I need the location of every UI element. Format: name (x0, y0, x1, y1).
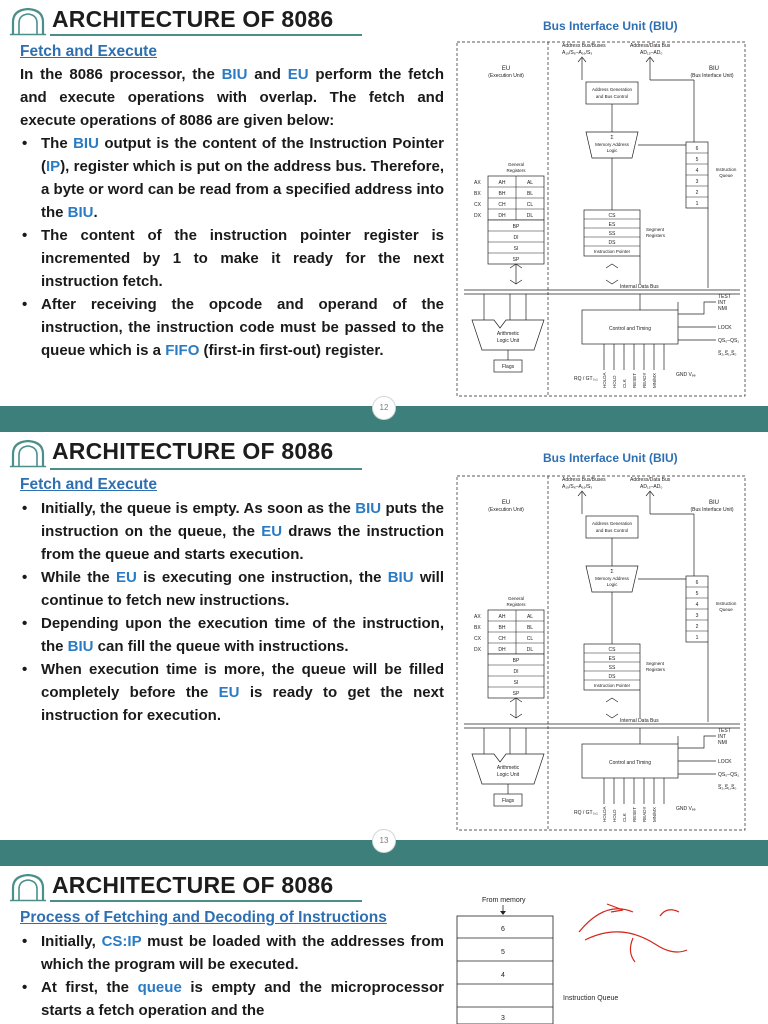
bullet-list (20, 930, 444, 1022)
svg-text:RQ / GT₀,₁: RQ / GT₀,₁ (574, 810, 598, 816)
svg-text:SI: SI (513, 680, 519, 686)
svg-text:Queue: Queue (719, 607, 733, 612)
slide-title: ARCHITECTURE OF 8086 (52, 872, 334, 898)
svg-text:AX: AX (474, 614, 481, 620)
svg-text:4: 4 (695, 602, 699, 608)
svg-text:QS₀–QS₁: QS₀–QS₁ (718, 772, 739, 778)
svg-text:Memory Address: Memory Address (595, 576, 629, 581)
svg-text:HOLD: HOLD (612, 809, 617, 822)
svg-text:2: 2 (695, 624, 699, 630)
svg-text:NMI: NMI (718, 740, 728, 746)
svg-text:Registers: Registers (506, 168, 526, 173)
svg-text:CX: CX (474, 202, 481, 208)
svg-text:5: 5 (695, 157, 699, 163)
arrow-head-icon (500, 911, 506, 915)
title-underline (50, 900, 362, 902)
svg-text:SP: SP (512, 257, 520, 263)
svg-text:LOCK: LOCK (718, 325, 732, 331)
svg-text:Segment: Segment (646, 661, 665, 666)
svg-text:CH: CH (498, 202, 506, 208)
biu-eu-block-diagram (454, 40, 750, 400)
address-bus-label: Address Bus/Buses (562, 477, 606, 483)
eu-label: EU (501, 500, 511, 506)
svg-text:READY: READY (642, 372, 647, 388)
svg-text:GND Vₑₑ: GND Vₑₑ (676, 806, 696, 812)
svg-text:General: General (507, 596, 525, 601)
svg-text:LOCK: LOCK (718, 759, 732, 765)
svg-text:BL: BL (526, 625, 534, 631)
svg-text:Logic Unit: Logic Unit (496, 772, 520, 778)
svg-text:AL: AL (526, 614, 534, 620)
svg-text:HOLDA: HOLDA (602, 372, 607, 388)
from-memory-label: From memory (482, 897, 526, 904)
svg-text:CX: CX (474, 636, 481, 642)
svg-text:BH: BH (498, 191, 506, 197)
svg-text:CS: CS (608, 647, 616, 653)
svg-text:Address Generation: Address Generation (591, 87, 633, 92)
svg-text:CLK: CLK (622, 379, 627, 388)
svg-text:and Bus Control: and Bus Control (595, 94, 629, 99)
slide-12 (0, 0, 768, 432)
svg-text:DX: DX (474, 647, 481, 653)
svg-text:Instruction Pointer: Instruction Pointer (593, 683, 631, 688)
bullet-list (20, 132, 444, 362)
svg-text:Arithmetic: Arithmetic (496, 765, 520, 771)
section-subheading: Fetch and Execute (20, 476, 157, 493)
svg-text:1: 1 (695, 635, 699, 641)
svg-text:Instruction Pointer: Instruction Pointer (593, 249, 631, 254)
queue-slot-label: 4 (501, 972, 505, 979)
list-item: • Initially, the queue is empty. As soon as the BIU puts the instruction on the queue, the EU draws the instruction from the queue and starts execution. (20, 497, 444, 566)
eu-sub-label: (Execution Unit) (488, 507, 524, 513)
list-item: • After receiving the opcode and operand of the instruction, the instruction code must be passed to the queue which is a FIFO (first-in first-out) register. (20, 293, 444, 362)
address-generation-box (586, 516, 638, 538)
svg-text:SP: SP (512, 691, 520, 697)
instruction-queue-label: Instruction Queue (563, 995, 619, 1002)
biu-sub-label: (Bus Interface Unit) (690, 507, 734, 513)
list-item: • When execution time is more, the queue will be filled completely before the EU is ready to get the next instruction for execution. (20, 658, 444, 727)
biu-eu-block-diagram (454, 474, 750, 834)
svg-text:Σ: Σ (610, 135, 614, 141)
svg-text:TEST: TEST (718, 728, 731, 734)
svg-text:SS: SS (608, 231, 616, 237)
bus-arrows (578, 491, 654, 514)
svg-text:SS: SS (608, 665, 616, 671)
svg-text:DL: DL (526, 213, 534, 219)
svg-text:Arithmetic: Arithmetic (496, 331, 520, 337)
biu-label: BIU (708, 500, 720, 506)
svg-text:General: General (507, 162, 525, 167)
list-item: • The BIU output is the content of the Instruction Pointer (IP), register which is put on the address bus. Therefore, a byte or word can be read from a specified address into the BIU. (20, 132, 444, 224)
svg-text:and Bus Control: and Bus Control (595, 528, 629, 533)
svg-text:BX: BX (474, 625, 481, 631)
svg-text:AL: AL (526, 180, 534, 186)
diagram-label: Bus Interface Unit (BIU) (543, 451, 678, 465)
svg-text:Segment: Segment (646, 227, 665, 232)
svg-text:HOLD: HOLD (612, 375, 617, 388)
svg-text:MN/MX: MN/MX (652, 807, 657, 822)
arch-logo-icon (10, 872, 46, 902)
svg-text:DI: DI (513, 235, 519, 241)
list-item: • Initially, CS:IP must be loaded with the addresses from which the program will be executed. (20, 930, 444, 976)
title-underline (50, 34, 362, 36)
svg-text:Control and Timing: Control and Timing (609, 326, 651, 332)
svg-text:CH: CH (498, 636, 506, 642)
svg-text:NMI: NMI (718, 306, 728, 312)
address-data-bus-sublabel: AD₁₅–AD₀ (640, 50, 663, 56)
svg-text:BP: BP (512, 658, 520, 664)
svg-text:Flags: Flags (501, 798, 515, 804)
eu-sub-label: (Execution Unit) (488, 73, 524, 79)
arch-logo-icon (10, 6, 46, 36)
svg-text:5: 5 (695, 591, 699, 597)
instruction-queue-diagram (455, 892, 755, 1024)
slide-title: ARCHITECTURE OF 8086 (52, 6, 334, 32)
svg-text:HOLDA: HOLDA (602, 806, 607, 822)
svg-text:Memory Address: Memory Address (595, 142, 629, 147)
diagram-label: Bus Interface Unit (BIU) (543, 19, 678, 33)
svg-text:Registers: Registers (646, 233, 666, 238)
svg-text:Instruction: Instruction (715, 167, 737, 172)
address-data-bus-label: Address/Data Bus (630, 43, 671, 49)
title-underline (50, 468, 362, 470)
svg-text:Σ: Σ (610, 569, 614, 575)
svg-text:Flags: Flags (501, 364, 515, 370)
general-registers (474, 610, 544, 698)
slide-title: ARCHITECTURE OF 8086 (52, 438, 334, 464)
internal-data-bus-label: Internal Data Bus (620, 718, 659, 724)
bullet-list (20, 497, 444, 727)
svg-text:DH: DH (498, 647, 506, 653)
svg-text:2: 2 (695, 190, 699, 196)
address-data-bus-label: Address/Data Bus (630, 477, 671, 483)
svg-text:CLK: CLK (622, 813, 627, 822)
arch-logo-icon (10, 438, 46, 468)
svg-text:DS: DS (608, 240, 616, 246)
svg-text:BL: BL (526, 191, 534, 197)
svg-text:BP: BP (512, 224, 520, 230)
svg-text:INT: INT (718, 734, 727, 740)
svg-text:MN/MX: MN/MX (652, 373, 657, 388)
svg-text:RQ / GT₀,₁: RQ / GT₀,₁ (574, 376, 598, 382)
svg-text:6: 6 (695, 580, 699, 586)
biu-label: BIU (708, 66, 720, 72)
list-item: • The content of the instruction pointer register is incremented by 1 to make it ready for the next instruction fetch. (20, 224, 444, 293)
svg-text:BH: BH (498, 625, 506, 631)
internal-data-bus-label: Internal Data Bus (620, 284, 659, 290)
biu-instruction-queue (686, 142, 708, 208)
svg-text:Logic: Logic (606, 582, 618, 587)
biu-instruction-queue (686, 576, 708, 642)
svg-text:RESET: RESET (632, 372, 637, 388)
general-registers (474, 176, 544, 264)
svg-text:TEST: TEST (718, 294, 731, 300)
block-diagram-svg (454, 474, 750, 834)
intro-paragraph: In the 8086 processor, the BIU and EU perform the fetch and execute operations with overlap. The fetch and execute operations of 8086 are given below: (20, 66, 444, 129)
queue-slot-label: 5 (501, 949, 505, 956)
svg-text:Logic Unit: Logic Unit (496, 338, 520, 344)
section-subheading: Process of Fetching and Decoding of Instructions (20, 909, 387, 926)
bus-arrows (578, 57, 654, 80)
svg-text:RESET: RESET (632, 806, 637, 822)
svg-text:Instruction: Instruction (715, 601, 737, 606)
svg-text:ES: ES (608, 656, 616, 662)
svg-text:AH: AH (498, 614, 506, 620)
svg-text:6: 6 (695, 146, 699, 152)
svg-text:DL: DL (526, 647, 534, 653)
segment-registers (584, 210, 640, 256)
svg-text:Registers: Registers (646, 667, 666, 672)
page-number: 13 (372, 829, 396, 853)
svg-text:S̅₂,S̅₁,S̅₀: S̅₂,S̅₁,S̅₀ (718, 351, 737, 357)
address-bus-sublabel: A₁₉/S₆–A₁₆/S₃ (562, 50, 593, 56)
svg-text:SI: SI (513, 246, 519, 252)
svg-text:GND Vₑₑ: GND Vₑₑ (676, 372, 696, 378)
svg-text:AX: AX (474, 180, 481, 186)
svg-text:Address Generation: Address Generation (591, 521, 633, 526)
svg-text:READY: READY (642, 806, 647, 822)
svg-text:3: 3 (695, 179, 699, 185)
svg-text:3: 3 (695, 613, 699, 619)
svg-text:Queue: Queue (719, 173, 733, 178)
svg-text:1: 1 (695, 201, 699, 207)
svg-text:ES: ES (608, 222, 616, 228)
svg-text:DS: DS (608, 674, 616, 680)
handwritten-red-arrows (579, 904, 687, 962)
svg-text:Logic: Logic (606, 148, 618, 153)
svg-text:DI: DI (513, 669, 519, 675)
page-number: 12 (372, 396, 396, 420)
section-subheading: Fetch and Execute (20, 43, 157, 60)
svg-text:CL: CL (526, 202, 534, 208)
address-data-bus-sublabel: AD₁₅–AD₀ (640, 484, 663, 490)
slide-14 (0, 866, 768, 1024)
slide-13 (0, 432, 768, 866)
address-generation-box (586, 82, 638, 104)
svg-text:AH: AH (498, 180, 506, 186)
list-item: • Depending upon the execution time of the instruction, the BIU can fill the queue with instructions. (20, 612, 444, 658)
queue-slots (457, 916, 553, 1024)
list-item: • While the EU is executing one instruction, the BIU will continue to fetch new instructions. (20, 566, 444, 612)
address-bus-sublabel: A₁₉/S₆–A₁₆/S₃ (562, 484, 593, 490)
queue-slot-label: 3 (501, 1015, 505, 1022)
svg-text:BX: BX (474, 191, 481, 197)
svg-text:S̅₂,S̅₁,S̅₀: S̅₂,S̅₁,S̅₀ (718, 785, 737, 791)
svg-text:4: 4 (695, 168, 699, 174)
svg-text:QS₀–QS₁: QS₀–QS₁ (718, 338, 739, 344)
svg-text:CL: CL (526, 636, 534, 642)
address-bus-label: Address Bus/Buses (562, 43, 606, 49)
svg-text:Registers: Registers (506, 602, 526, 607)
svg-text:Control and Timing: Control and Timing (609, 760, 651, 766)
biu-sub-label: (Bus Interface Unit) (690, 73, 734, 79)
block-diagram-svg (454, 40, 750, 400)
eu-label: EU (501, 66, 511, 72)
svg-text:INT: INT (718, 300, 727, 306)
segment-registers (584, 644, 640, 690)
list-item: • At first, the queue is empty and the microprocessor starts a fetch operation and the (20, 976, 444, 1022)
svg-text:DX: DX (474, 213, 481, 219)
svg-text:CS: CS (608, 213, 616, 219)
svg-text:DH: DH (498, 213, 506, 219)
queue-slot-label: 6 (501, 926, 505, 933)
